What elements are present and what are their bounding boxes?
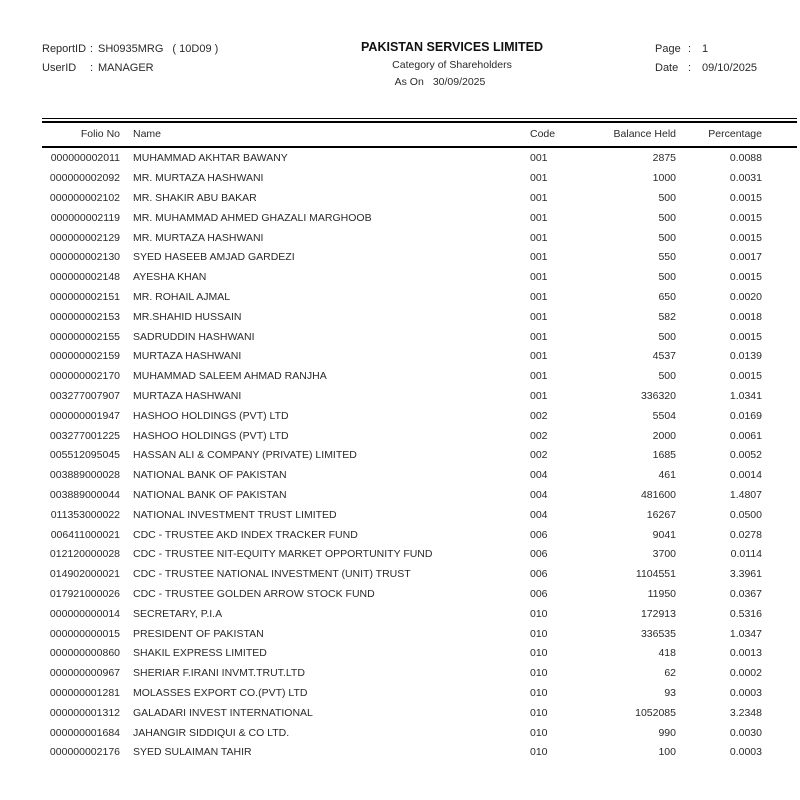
percentage-cell: 0.0014 [729, 469, 762, 482]
percentage-cell: 0.0500 [729, 508, 762, 521]
folio-cell: 000000002092 [49, 172, 120, 185]
table-row [42, 149, 797, 169]
report-subtitle: Category of Shareholders [392, 59, 512, 71]
code-cell: 010 [530, 686, 548, 699]
name-cell: MURTAZA HASHWANI [133, 350, 242, 363]
folio-cell: 000000002130 [49, 251, 120, 264]
code-cell: 001 [530, 370, 548, 383]
name-cell: CDC - TRUSTEE NATIONAL INVESTMENT (UNIT) TRUST [133, 568, 411, 581]
name-cell: MR. MURTAZA HASHWANI [133, 172, 264, 185]
code-cell: 010 [530, 726, 548, 739]
percentage-cell: 0.0013 [729, 647, 762, 660]
table-row [42, 267, 797, 287]
percentage-cell: 3.3961 [729, 568, 762, 581]
table-row [42, 624, 797, 644]
balance-cell: 9041 [652, 528, 676, 541]
user-id-colon: : [90, 62, 94, 74]
code-cell: 001 [530, 350, 548, 363]
percentage-cell: 0.0002 [729, 667, 762, 680]
name-cell: NATIONAL INVESTMENT TRUST LIMITED [133, 508, 337, 521]
percentage-cell: 0.0367 [729, 587, 762, 600]
balance-cell: 500 [658, 370, 676, 383]
code-cell: 010 [530, 607, 548, 620]
code-cell: 006 [530, 587, 548, 600]
as-on-label: As On [394, 76, 424, 88]
table-header-row [42, 123, 797, 146]
percentage-cell: 0.0278 [729, 528, 762, 541]
folio-cell: 005512095045 [49, 449, 120, 462]
folio-cell: 000000001684 [49, 726, 120, 739]
table-row [42, 723, 797, 743]
name-cell: MURTAZA HASHWANI [133, 389, 242, 402]
balance-cell: 2875 [652, 152, 676, 165]
code-cell: 006 [530, 548, 548, 561]
folio-cell: 000000002151 [49, 290, 120, 303]
folio-cell: 000000002148 [49, 271, 120, 284]
report-title-block [252, 40, 652, 89]
name-cell: NATIONAL BANK OF PAKISTAN [133, 469, 287, 482]
percentage-cell: 0.0015 [729, 191, 762, 204]
table-row [42, 386, 797, 406]
as-on-date: 30/09/2025 [432, 76, 486, 88]
user-id-label: UserID [42, 62, 77, 74]
folio-cell: 000000000860 [49, 647, 120, 660]
page-label: Page [655, 43, 681, 55]
code-cell: 010 [530, 706, 548, 719]
percentage-cell: 0.0015 [729, 330, 762, 343]
table-row [42, 188, 797, 208]
name-cell: CDC - TRUSTEE AKD INDEX TRACKER FUND [133, 528, 358, 541]
code-cell: 006 [530, 528, 548, 541]
name-cell: MR.SHAHID HUSSAIN [133, 310, 242, 323]
table-row [42, 287, 797, 307]
percentage-cell: 0.0017 [729, 251, 762, 264]
table-row [42, 366, 797, 386]
folio-cell: 000000001281 [49, 686, 120, 699]
user-id-value: MANAGER [98, 62, 154, 74]
table-row [42, 643, 797, 663]
percentage-cell: 0.0169 [729, 409, 762, 422]
percentage-cell: 1.4807 [729, 488, 762, 501]
code-cell: 002 [530, 409, 548, 422]
code-cell: 001 [530, 251, 548, 264]
code-cell: 001 [530, 191, 548, 204]
code-cell: 010 [530, 627, 548, 640]
balance-cell: 481600 [640, 488, 676, 501]
percentage-cell: 0.0003 [729, 686, 762, 699]
folio-cell: 003889000028 [49, 469, 120, 482]
table-row [42, 208, 797, 228]
report-id-suffix: ( 10D09 ) [172, 43, 219, 55]
table-header-rule [42, 146, 797, 148]
percentage-cell: 3.2348 [729, 706, 762, 719]
page-number: 1 [702, 43, 709, 55]
name-cell: CDC - TRUSTEE GOLDEN ARROW STOCK FUND [133, 587, 375, 600]
name-cell: SYED HASEEB AMJAD GARDEZI [133, 251, 295, 264]
name-cell: NATIONAL BANK OF PAKISTAN [133, 488, 287, 501]
table-row [42, 683, 797, 703]
percentage-cell: 0.0015 [729, 211, 762, 224]
name-cell: MUHAMMAD SALEEM AHMAD RANJHA [133, 370, 327, 383]
report-meta-right [655, 40, 757, 78]
code-cell: 001 [530, 231, 548, 244]
code-cell: 001 [530, 172, 548, 185]
balance-cell: 4537 [652, 350, 676, 363]
balance-cell: 500 [658, 330, 676, 343]
percentage-cell: 0.0061 [729, 429, 762, 442]
table-row [42, 505, 797, 525]
table-body [42, 149, 797, 763]
table-row [42, 346, 797, 366]
code-cell: 010 [530, 746, 548, 759]
balance-cell: 500 [658, 271, 676, 284]
code-cell: 006 [530, 568, 548, 581]
percentage-cell: 0.0030 [729, 726, 762, 739]
table-row [42, 307, 797, 327]
date-colon: : [688, 62, 692, 74]
as-on-line [252, 76, 652, 89]
column-header-folio-no: Folio No [80, 128, 120, 141]
balance-cell: 582 [658, 310, 676, 323]
folio-cell: 000000002011 [50, 152, 120, 165]
name-cell: SHAKIL EXPRESS LIMITED [133, 647, 267, 660]
name-cell: MR. MUHAMMAD AHMED GHAZALI MARGHOOB [133, 211, 372, 224]
balance-cell: 2000 [652, 429, 676, 442]
folio-cell: 012120000028 [49, 548, 120, 561]
table-row [42, 584, 797, 604]
balance-cell: 500 [658, 191, 676, 204]
table-row [42, 247, 797, 267]
balance-cell: 93 [664, 686, 676, 699]
date-row [655, 59, 757, 78]
name-cell: HASHOO HOLDINGS (PVT) LTD [133, 429, 289, 442]
name-cell: MUHAMMAD AKHTAR BAWANY [133, 152, 288, 165]
name-cell: JAHANGIR SIDDIQUI & CO LTD. [133, 726, 290, 739]
table-row [42, 465, 797, 485]
code-cell: 001 [530, 330, 548, 343]
balance-cell: 3700 [652, 548, 676, 561]
name-cell: MR. MURTAZA HASHWANI [133, 231, 264, 244]
table-row [42, 544, 797, 564]
name-cell: MOLASSES EXPORT CO.(PVT) LTD [133, 686, 308, 699]
balance-cell: 1685 [652, 449, 676, 462]
balance-cell: 1104551 [635, 568, 676, 581]
code-cell: 004 [530, 469, 548, 482]
percentage-cell: 1.0347 [729, 627, 762, 640]
code-cell: 001 [530, 271, 548, 284]
folio-cell: 000000002119 [50, 211, 120, 224]
balance-cell: 172913 [640, 607, 676, 620]
column-header-percentage: Percentage [708, 128, 762, 141]
folio-cell: 000000000967 [49, 667, 120, 680]
percentage-cell: 0.0015 [729, 370, 762, 383]
code-cell: 001 [530, 310, 548, 323]
balance-cell: 500 [658, 211, 676, 224]
percentage-cell: 0.0114 [730, 548, 762, 561]
balance-cell: 1000 [652, 172, 676, 185]
name-cell: MR. SHAKIR ABU BAKAR [133, 191, 257, 204]
name-cell: SADRUDDIN HASHWANI [133, 330, 255, 343]
code-cell: 002 [530, 449, 548, 462]
folio-cell: 000000002102 [49, 191, 120, 204]
folio-cell: 000000000014 [49, 607, 120, 620]
folio-cell: 000000002176 [49, 746, 120, 759]
code-cell: 002 [530, 429, 548, 442]
percentage-cell: 1.0341 [729, 389, 762, 402]
percentage-cell: 0.0088 [729, 152, 762, 165]
balance-cell: 418 [658, 647, 676, 660]
code-cell: 001 [530, 211, 548, 224]
report-id-colon: : [90, 43, 94, 55]
table-row [42, 426, 797, 446]
name-cell: HASSAN ALI & COMPANY (PRIVATE) LIMITED [133, 449, 357, 462]
code-cell: 001 [530, 389, 548, 402]
percentage-cell: 0.0018 [729, 310, 762, 323]
percentage-cell: 0.0015 [729, 231, 762, 244]
name-cell: CDC - TRUSTEE NIT-EQUITY MARKET OPPORTUNITY FUND [133, 548, 433, 561]
folio-cell: 000000000015 [49, 627, 120, 640]
percentage-cell: 0.0031 [729, 172, 762, 185]
table-row [42, 742, 797, 762]
percentage-cell: 0.0139 [729, 350, 762, 363]
table-row [42, 564, 797, 584]
balance-cell: 500 [658, 231, 676, 244]
percentage-cell: 0.0003 [729, 746, 762, 759]
page-colon: : [688, 43, 692, 55]
table-row [42, 485, 797, 505]
table-row [42, 228, 797, 248]
folio-cell: 003889000044 [49, 488, 120, 501]
column-header-name: Name [133, 128, 162, 141]
balance-cell: 62 [664, 667, 676, 680]
folio-cell: 000000001312 [49, 706, 120, 719]
percentage-cell: 0.0015 [729, 271, 762, 284]
page-title: PAKISTAN SERVICES LIMITED [361, 40, 543, 54]
folio-cell: 000000002155 [49, 330, 120, 343]
percentage-cell: 0.5316 [729, 607, 762, 620]
folio-cell: 006411000021 [50, 528, 120, 541]
name-cell: SHERIAR F.IRANI INVMT.TRUT.LTD [133, 667, 305, 680]
table-row [42, 604, 797, 624]
balance-cell: 5504 [652, 409, 676, 422]
date-label: Date [655, 62, 679, 74]
report-id-label: ReportID [42, 43, 87, 55]
folio-cell: 000000002129 [49, 231, 120, 244]
name-cell: PRESIDENT OF PAKISTAN [133, 627, 264, 640]
table-row [42, 445, 797, 465]
report-id-value: SH0935MRG ( 10D09 ) [98, 43, 219, 55]
folio-cell: 000000002153 [49, 310, 120, 323]
table-row [42, 525, 797, 545]
folio-cell: 003277001225 [49, 429, 120, 442]
folio-cell: 003277007907 [49, 389, 120, 402]
table-row [42, 663, 797, 683]
code-cell: 004 [530, 508, 548, 521]
balance-cell: 100 [658, 746, 676, 759]
folio-cell: 014902000021 [49, 568, 120, 581]
shareholders-table [42, 118, 797, 762]
code-cell: 010 [530, 667, 548, 680]
name-cell: SECRETARY, P.I.A [133, 607, 223, 620]
code-cell: 001 [530, 290, 548, 303]
code-cell: 010 [530, 647, 548, 660]
column-header-balance-held: Balance Held [613, 128, 676, 141]
balance-cell: 336320 [640, 389, 676, 402]
balance-cell: 550 [658, 251, 676, 264]
name-cell: HASHOO HOLDINGS (PVT) LTD [133, 409, 289, 422]
report-id-row [42, 40, 218, 59]
report-meta-left [42, 40, 218, 78]
folio-cell: 011353000022 [50, 508, 120, 521]
folio-cell: 000000002159 [49, 350, 120, 363]
folio-cell: 017921000026 [49, 587, 120, 600]
balance-cell: 336535 [640, 627, 676, 640]
name-cell: GALADARI INVEST INTERNATIONAL [133, 706, 313, 719]
code-cell: 001 [530, 152, 548, 165]
balance-cell: 461 [658, 469, 676, 482]
table-row [42, 168, 797, 188]
name-cell: MR. ROHAIL AJMAL [133, 290, 231, 303]
folio-cell: 000000001947 [49, 409, 120, 422]
balance-cell: 1052085 [635, 706, 676, 719]
percentage-cell: 0.0052 [729, 449, 762, 462]
column-header-code: Code [530, 128, 556, 141]
balance-cell: 650 [658, 290, 676, 303]
balance-cell: 11950 [647, 587, 676, 600]
balance-cell: 990 [658, 726, 676, 739]
table-row [42, 703, 797, 723]
table-row [42, 327, 797, 347]
folio-cell: 000000002170 [49, 370, 120, 383]
user-id-row [42, 59, 218, 78]
table-row [42, 406, 797, 426]
balance-cell: 16267 [646, 508, 676, 521]
page-number-row [655, 40, 757, 59]
code-cell: 004 [530, 488, 548, 501]
date-value: 09/10/2025 [702, 62, 758, 74]
name-cell: AYESHA KHAN [133, 271, 207, 284]
name-cell: SYED SULAIMAN TAHIR [133, 746, 252, 759]
percentage-cell: 0.0020 [729, 290, 762, 303]
